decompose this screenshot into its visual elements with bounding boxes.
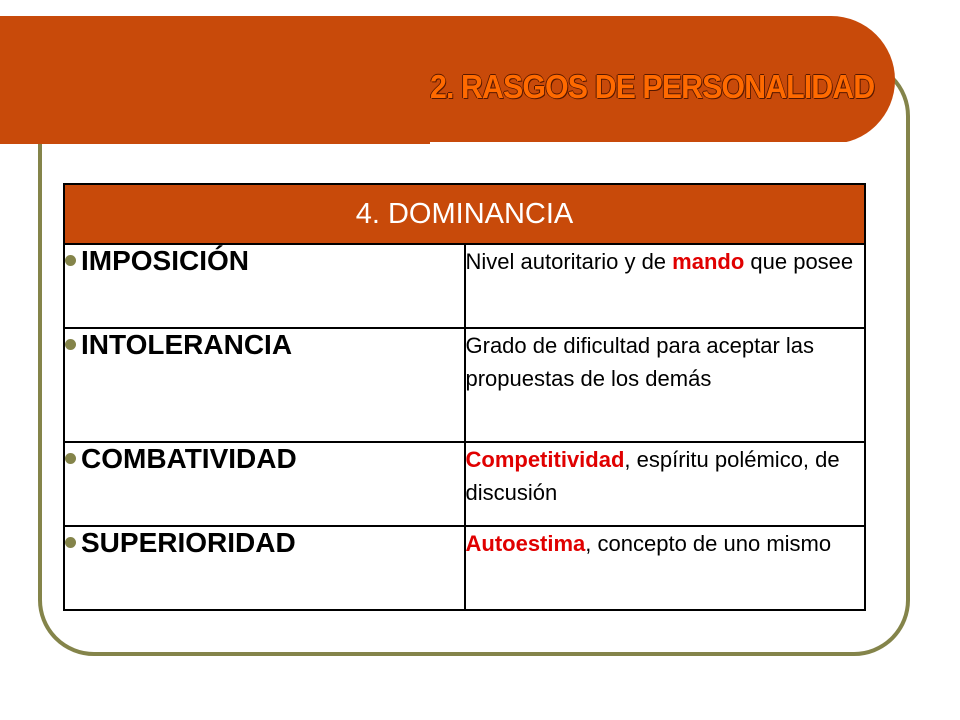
round-bullet-icon — [65, 255, 76, 266]
description-text: Nivel autoritario y de — [465, 249, 673, 274]
description-cell — [465, 244, 866, 328]
table-header: 4. DOMINANCIA — [64, 184, 865, 244]
term-cell — [64, 526, 465, 610]
description-text: , concepto de uno mismo — [585, 531, 832, 556]
table-row — [64, 244, 865, 328]
description-highlight: Autoestima — [465, 531, 586, 556]
table-header-row — [64, 184, 865, 244]
term-cell — [64, 442, 465, 526]
title-underline — [430, 142, 848, 145]
description-cell — [465, 328, 866, 442]
table-row — [64, 442, 865, 526]
description-highlight: mando — [672, 249, 745, 274]
term-label: INTOLERANCIA — [81, 329, 293, 360]
description-text: que posee — [744, 249, 854, 274]
title-band — [0, 16, 895, 144]
description-cell — [465, 442, 866, 526]
round-bullet-icon — [65, 453, 76, 464]
table-row — [64, 526, 865, 610]
description-highlight: Competitividad — [465, 447, 625, 472]
description-text: Grado de dificultad para aceptar las propuestas de los demás — [465, 333, 815, 391]
description-text: , espíritu polémico, de discusión — [465, 447, 840, 505]
traits-table — [63, 183, 866, 611]
term-cell — [64, 328, 465, 442]
slide-title: 2. RASGOS DE PERSONALIDAD — [430, 68, 875, 105]
term-cell — [64, 244, 465, 328]
term-label: COMBATIVIDAD — [81, 443, 297, 474]
round-bullet-icon — [65, 537, 76, 548]
term-label: SUPERIORIDAD — [81, 527, 296, 558]
description-cell — [465, 526, 866, 610]
term-label: IMPOSICIÓN — [81, 245, 250, 276]
round-bullet-icon — [65, 339, 76, 350]
table-row — [64, 328, 865, 442]
